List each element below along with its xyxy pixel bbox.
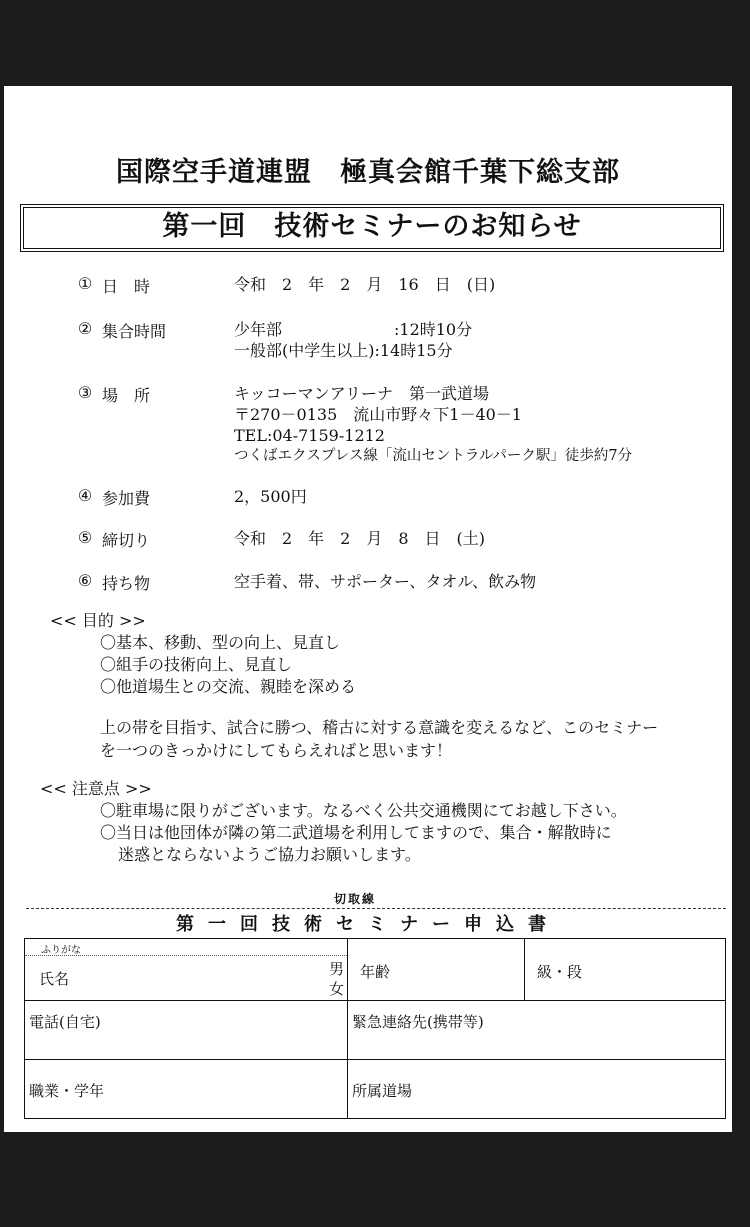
item-number: ①	[77, 274, 93, 293]
item-value: 令和 2 年 2 月 8 日 (土)	[234, 529, 486, 548]
dojo-label: 所属道場	[352, 1082, 413, 1100]
rank-cell[interactable]	[525, 939, 726, 1001]
purpose-point: 〇組手の技術向上、見直し	[100, 655, 293, 674]
phone-label: 電話(自宅)	[29, 1013, 101, 1031]
notes-heading: << 注意点 >>	[40, 779, 152, 798]
notes-list	[100, 800, 627, 866]
item-value: キッコーマンアリーナ 第一武道場 〒270－0135 流山市野々下1－40－1 TEL:04-7159-1212 つくばエクスプレス線「流山セントラルパーク駅」徒歩約7分	[234, 384, 633, 464]
phone-cell[interactable]	[25, 1001, 348, 1060]
item-number: ③	[77, 383, 93, 402]
item-number: ④	[77, 486, 93, 505]
application-form	[24, 938, 726, 1119]
item-value: 少年部 :12時10分 一般部(中学生以上):14時15分	[234, 320, 473, 360]
cut-line	[26, 908, 726, 909]
item-value: 空手着、帯、サポーター、タオル、飲み物	[234, 572, 537, 591]
gender-female[interactable]: 女	[328, 980, 344, 998]
item-number: ②	[77, 319, 93, 338]
name-cell[interactable]	[25, 939, 348, 1001]
item-label: 集合時間	[102, 322, 167, 341]
seminar-title: 第一回 技術セミナーのお知らせ	[20, 204, 724, 252]
item-label: 締切り	[102, 531, 151, 550]
cut-line-label: 切取線	[334, 892, 377, 906]
flyer-page	[4, 86, 732, 1132]
item-label: 場 所	[102, 386, 151, 405]
furigana-label: ふりがな	[25, 939, 347, 956]
gender-options[interactable]	[329, 959, 344, 999]
purpose-list	[100, 632, 356, 698]
org-branch: 極真会館千葉下総支部	[340, 157, 620, 188]
purpose-point: 〇基本、移動、型の向上、見直し	[100, 633, 341, 652]
org-federation: 国際空手道連盟	[116, 157, 312, 188]
purpose-heading: << 目的 >>	[50, 611, 146, 630]
gender-male[interactable]: 男	[328, 960, 344, 978]
purpose-message: 上の帯を目指す、試合に勝つ、稽古に対する意識を変えるなど、このセミナー を一つのきっかけにしてもらえればと思います！	[100, 718, 659, 760]
item-number: ⑤	[77, 528, 93, 547]
note-line: 迷惑とならないようご協力お願いします。	[118, 845, 421, 864]
rank-label: 級・段	[537, 963, 583, 981]
age-label: 年齢	[360, 963, 391, 981]
item-value: 令和 2 年 2 月 16 日 (日)	[234, 275, 496, 294]
age-cell[interactable]	[348, 939, 525, 1001]
purpose-point: 〇他道場生との交流、親睦を深める	[100, 677, 357, 696]
note-line: 〇当日は他団体が隣の第二武道場を利用してますので、集合・解散時に	[100, 823, 612, 842]
name-label: 氏名	[39, 970, 70, 988]
dojo-cell[interactable]	[348, 1060, 726, 1119]
item-label: 参加費	[102, 489, 151, 508]
application-form-title: 第一回技術セミナー申込書	[176, 914, 560, 935]
item-label: 持ち物	[102, 574, 151, 593]
emergency-contact-cell[interactable]	[348, 1001, 726, 1060]
item-label: 日 時	[102, 277, 151, 296]
organization-name	[4, 150, 732, 189]
occupation-cell[interactable]	[25, 1060, 348, 1119]
emergency-contact-label: 緊急連絡先(携帯等)	[352, 1013, 484, 1031]
occupation-label: 職業・学年	[29, 1082, 105, 1100]
item-value: 2，500円	[234, 487, 307, 506]
item-number: ⑥	[77, 571, 93, 590]
note-line: 〇駐車場に限りがございます。なるべく公共交通機関にてお越し下さい。	[100, 801, 627, 820]
